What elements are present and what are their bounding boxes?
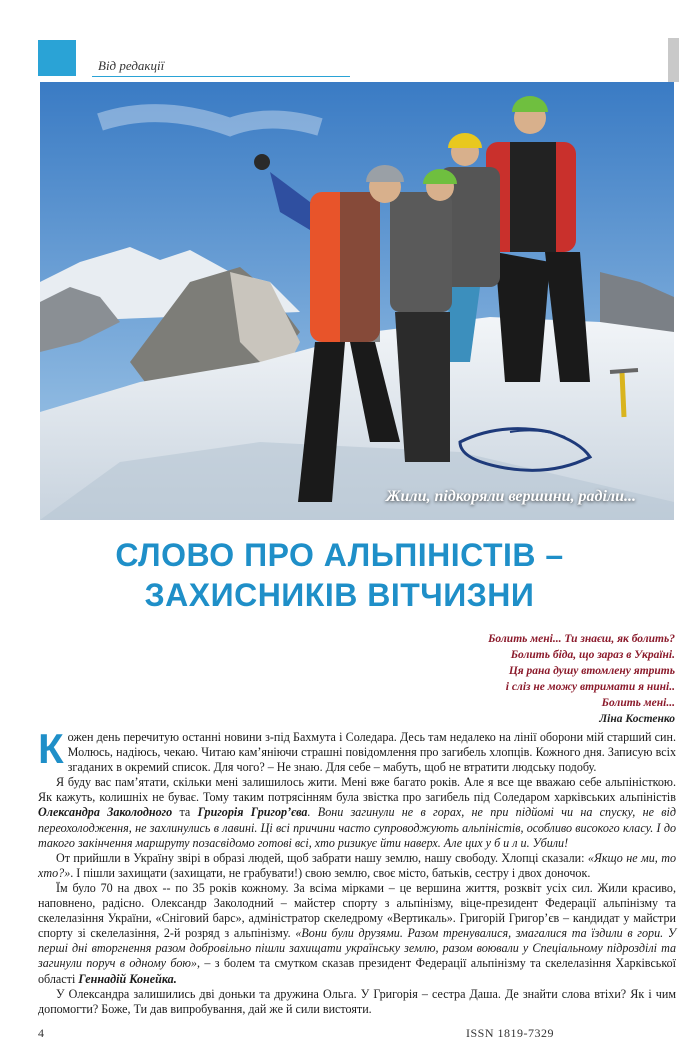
epigraph-line: Болить мені... — [601, 697, 675, 709]
name-hryhoriev: Григорія Григор’єва — [197, 805, 308, 820]
name-koneika: Геннадій Конейка. — [78, 971, 177, 986]
epigraph-line: і сліз не можу втримати я нині.. — [505, 681, 675, 693]
quote: «Якщо не ми, то хто?» — [38, 850, 677, 880]
article-body — [38, 725, 677, 1017]
section-marker — [38, 40, 76, 76]
epigraph-line: Ця рана душу втомлену ятрить — [508, 665, 675, 677]
paragraph-1: Кожен день перечитую останні новини з-під Бахмута і Соледара. Десь там недалеко на лінії оборони мій старший син. Молюсь, надіюсь, чекаю. Читаю кам’яніючи страшні повідомлення про загибель хлопців. Кожного дня. Записую всіх згаданих в окремий список. Для чого? – Не знаю. Для себе – мабуть, щоб не втратити людську подобу. — [38, 725, 676, 775]
quote: «Вони були друзями. Разом тренувалися, змагалися та їздили в гори. У перші дні вторгнення разом добровільно пішли захищати українську землю, разом воювали у Спеціальному підрозділі та загинули поруч в одному бою» — [38, 926, 676, 971]
paragraph-2: Я буду вас пам’ятати, скільки мені залишилось жити. Мені вже багато років. Але я все ще вважаю себе альпіністкою. Як кажуть, колишніх не буває. Тому таким потрясінням була звістка про загибель під Соледаром харківських альпіністів Олександра Заколодного та Григорія Григор’єва. Вони загинули не в горах, не при підйомі чи на спуску, не від переохолодження, не захлинулись в лавині. Ці всі причини часто супроводжують альпіністів, особливо високого класу. І до такого закінчення маршруту позасвідомо готові всі, хто ризикує йти наверх. Але цих у б и л и. Убили! — [38, 775, 676, 850]
name-zakolodnyi: Олександра Заколодного — [38, 805, 173, 820]
drop-cap: К — [38, 725, 64, 772]
page-number: 4 — [38, 1026, 44, 1040]
page-edge-tab — [668, 38, 679, 82]
epigraph-line: Болить мені... Ти знаєш, як болить? — [488, 633, 675, 645]
article-title-line-1: СЛОВО ПРО АЛЬПІНІСТІВ – — [115, 537, 564, 573]
mountaineers-photo — [40, 82, 674, 520]
header-divider — [92, 76, 350, 77]
epigraph — [488, 631, 675, 727]
paragraph-4: Їм було 70 на двох -- по 35 років кожному. За всіма мірками – це вершина життя, розквіт усіх сил. Жили красиво, наповнено, радісно. Олександр Заколодний – майстер спорту з альпінізму, віце-президент Федерації альпінізму та скелелазіння України, «Сніговий барс», адміністратор скеледрому «Вертикаль». Григорій Григор’єв – кандидат у майстри спорту зі скелелазіння, 2-й розряд з альпінізму. «Вони були друзями. Разом тренувалися, змагалися та їздили в гори. У перші дні вторгнення разом добровільно пішли захищати українську землю, разом воювали у Спеціальному підрозділі та загинули поруч в одному бою», – з болем та смутком сказав президент Федерації альпінізму та скелелазіння Харківської області Геннадій Конейка. — [38, 880, 676, 986]
issn-label: ISSN 1819-7329 — [466, 1026, 555, 1040]
paragraph-3: От прийшли в Україну звірі в образі людей, щоб забрати нашу землю, нашу свободу. Хлопці сказали: «Якщо не ми, то хто?». І пішли захищати (захищати, не грабувати!) свою землю, своє місто, батьків, сестру і двох доночок. — [38, 850, 677, 880]
epigraph-author: Ліна Костенко — [599, 713, 675, 725]
article-title-line-2: ЗАХИСНИКІВ ВІТЧИЗНИ — [144, 577, 535, 613]
article-title — [0, 535, 679, 615]
section-label: Від редакції — [98, 58, 165, 73]
paragraph-5: У Олександра залишились дві доньки та дружина Ольга. У Григорія – сестра Даша. Де знайти слова втіхи? Як і чим допомогти? Боже, Ти дав випробування, дай же й сили вистояти. — [38, 986, 676, 1016]
photo-caption: Жили, підкоряли вершини, раділи... — [385, 488, 636, 505]
epigraph-line: Болить біда, що зараз в Україні. — [510, 649, 675, 661]
